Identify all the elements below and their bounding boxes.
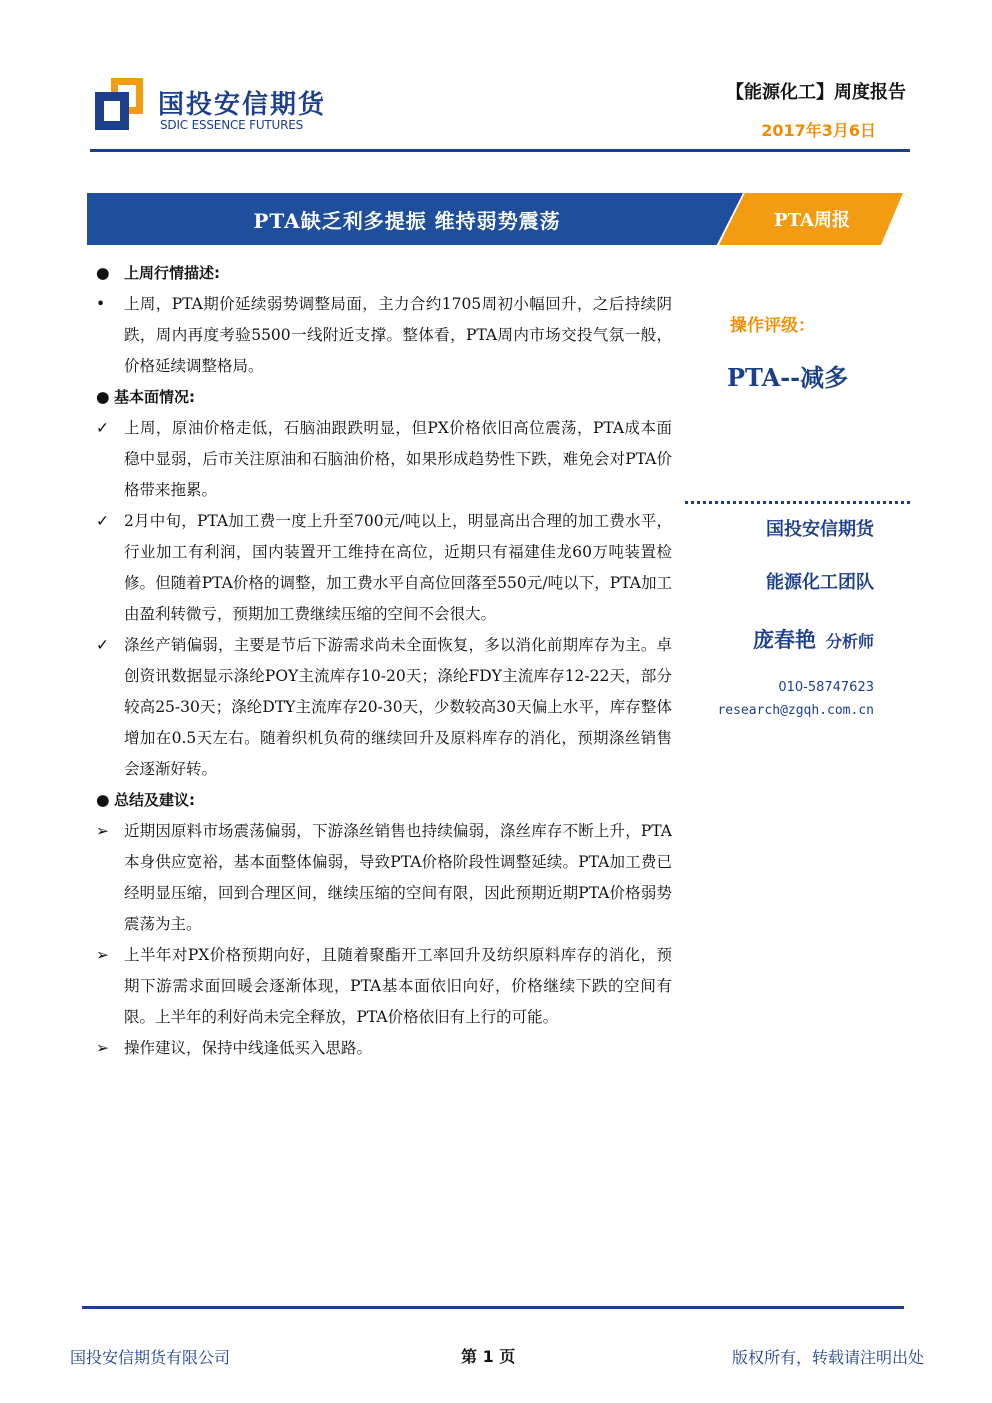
- sidebar-team: 能源化工团队: [766, 572, 874, 593]
- analyst-role: 分析师: [825, 632, 874, 651]
- check-icon: ✓: [96, 419, 109, 437]
- footer-rule: [82, 1306, 904, 1309]
- main-content: [96, 258, 672, 1064]
- report-date: 2017年3月6日: [761, 121, 876, 140]
- list-item: ➢ 操作建议，保持中线逢低买入思路。: [96, 1033, 672, 1064]
- list-item: ✓ 涤丝产销偏弱，主要是节后下游需求尚未全面恢复，多以消化前期库存为主。卓创资讯数据显示涤纶POY主流库存10-20天；涤纶FDY主流库存12-22天，部分较高25-30天；涤纶DTY主流库存20-30天，少数较高30天偏上水平，库存整体增加在0.5天左右。随着织机负荷的继续回升及原料库存的消化，预期涤丝销售会逐渐好转。: [96, 630, 672, 785]
- footer-company: 国投安信期货有限公司: [70, 1348, 231, 1367]
- header-rule: [90, 149, 910, 152]
- filled-circle-icon: ●: [96, 264, 110, 282]
- list-item: ➢ 上半年对PX价格预期向好，且随着聚酯开工率回升及纺织原料库存的消化，预期下游需求面回暖会逐渐体现，PTA基本面依旧向好，价格继续下跌的空间有限。上半年的利好尚未完全释放，PTA价格依旧有上行的可能。: [96, 940, 672, 1033]
- report-title: PTA缺乏利多提振 维持弱势震荡: [253, 209, 561, 233]
- filled-circle-icon: ●: [96, 791, 110, 809]
- footer-copyright: 版权所有，转载请注明出处: [731, 1348, 924, 1367]
- filled-circle-icon: ●: [96, 388, 110, 406]
- sidebar-company: 国投安信期货: [766, 519, 874, 540]
- check-icon: ✓: [96, 512, 109, 530]
- section-heading: ● 基本面情况:: [96, 382, 672, 413]
- logo-text-cn: 国投安信期货: [158, 90, 327, 120]
- analyst-name: 庞春艳: [752, 628, 816, 652]
- section-heading: ● 总结及建议:: [96, 785, 672, 816]
- section-heading: ● 上周行情描述:: [96, 258, 672, 289]
- sidebar-divider: [685, 501, 910, 504]
- list-item: ➢ 近期因原料市场震荡偏弱，下游涤丝销售也持续偏弱，涤丝库存不断上升，PTA本身供应宽裕，基本面整体偏弱，导致PTA价格阶段性调整延续。PTA加工费已经明显压缩，回到合理区间，继续压缩的空间有限，因此预期近期PTA价格弱势震荡为主。: [96, 816, 672, 940]
- contact-phone: 010-58747623: [778, 680, 874, 695]
- list-item: • 上周，PTA期价延续弱势调整局面，主力合约1705周初小幅回升，之后持续阴跌，周内再度考验5500一线附近支撑。整体看，PTA周内市场交投气氛一般，价格延续调整格局。: [96, 289, 672, 382]
- rating-label: 操作评级：: [730, 316, 815, 336]
- report-tag: PTA周报: [774, 210, 850, 231]
- logo-text-en: SDIC ESSENCE FUTURES: [160, 118, 304, 132]
- page-number: 第 1 页: [461, 1347, 516, 1366]
- report-type: 【能源化工】周度报告: [726, 82, 906, 103]
- list-item: ✓ 2月中旬，PTA加工费一度上升至700元/吨以上，明显高出合理的加工费水平，行业加工有利润，国内装置开工维持在高位，近期只有福建佳龙60万吨装置检修。但随着PTA价格的调整，加工费水平自高位回落至550元/吨以下，PTA加工由盈利转微亏，预期加工费继续压缩的空间不会很大。: [96, 506, 672, 630]
- bullet-dot-icon: •: [96, 295, 106, 313]
- title-banner: [87, 193, 903, 245]
- arrowhead-icon: ➢: [96, 822, 109, 840]
- analyst-info: [753, 624, 874, 654]
- arrowhead-icon: ➢: [96, 1039, 109, 1057]
- arrowhead-icon: ➢: [96, 946, 109, 964]
- check-icon: ✓: [96, 636, 109, 654]
- contact-email[interactable]: research@zgqh.com.cn: [717, 703, 874, 718]
- company-logo-mark: [95, 78, 143, 130]
- list-item: ✓ 上周，原油价格走低，石脑油跟跌明显，但PX价格依旧高位震荡，PTA成本面稳中显弱，后市关注原油和石脑油价格，如果形成趋势性下跌，难免会对PTA价格带来拖累。: [96, 413, 672, 506]
- rating-value: PTA--减多: [727, 363, 849, 392]
